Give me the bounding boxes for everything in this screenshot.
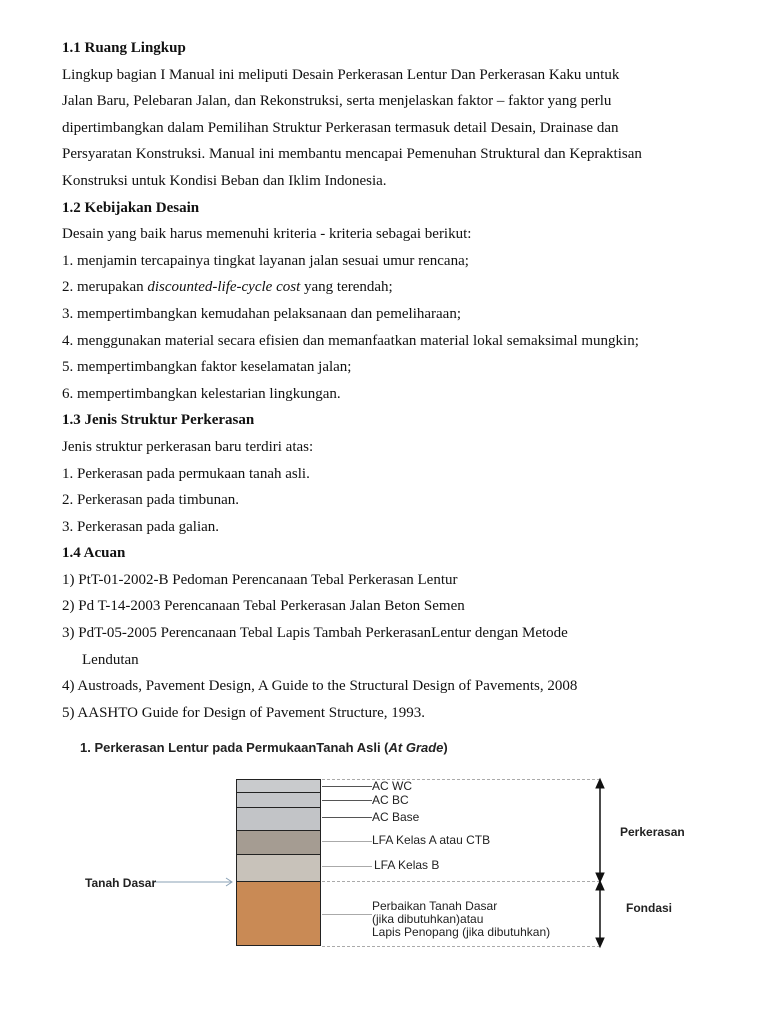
heading-kebijakan-desain: 1.2 Kebijakan Desain: [62, 199, 200, 216]
label-soil-1: Perbaikan Tanah Dasar: [372, 899, 498, 913]
paragraph-line: Persyaratan Konstruksi. Manual ini membantu mencapai Pemenuhan Struktural dan Kepraktisan: [62, 146, 642, 163]
list-item: 1. Perkerasan pada permukaan tanah asli.: [62, 465, 310, 482]
reference-item: 3) PdT-05-2005 Perencanaan Tebal Lapis Tambah PerkerasanLentur dengan Metode: [62, 625, 568, 642]
label-perkerasan: Perkerasan: [620, 825, 685, 839]
list-item: 1. menjamin tercapainya tingkat layanan jalan sesuai umur rencana;: [62, 252, 469, 269]
heading-acuan: 1.4 Acuan: [62, 545, 126, 562]
document-text: [62, 35, 742, 726]
label-lfa-b: LFA Kelas B: [374, 858, 440, 872]
dimension-arrow-fondasi: [596, 881, 604, 947]
label-soil-3: Lapis Penopang (jika dibutuhkan): [372, 925, 551, 939]
list-item: 2. Perkerasan pada timbunan.: [62, 492, 240, 509]
text: 2. merupakan: [62, 279, 148, 296]
pavement-diagram: [0, 730, 768, 960]
reference-item: 2) Pd T-14-2003 Perencanaan Tebal Perkerasan Jalan Beton Semen: [62, 598, 465, 615]
paragraph-line: Lingkup bagian I Manual ini meliputi Desain Perkerasan Lentur Dan Perkerasan Kaku untuk: [62, 66, 620, 83]
text: 1. Perkerasan Lentur pada PermukaanTanah Asli (: [80, 740, 389, 755]
dimension-arrow-perkerasan: [596, 779, 604, 882]
reference-item: 4) Austroads, Pavement Design, A Guide to the Structural Design of Pavements, 2008: [62, 678, 578, 695]
heading-jenis-struktur: 1.3 Jenis Struktur Perkerasan: [62, 412, 255, 429]
paragraph-line: dipertimbangkan dalam Pemilihan Struktur Perkerasan termasuk detail Desain, Drainase dan: [62, 119, 619, 136]
emphasis: At Grade: [388, 740, 444, 755]
label-tanah-dasar: Tanah Dasar: [85, 876, 157, 890]
label-lfa-a: LFA Kelas A atau CTB: [372, 833, 491, 847]
list-item: 3. Perkerasan pada galian.: [62, 518, 220, 535]
paragraph-line: Desain yang baik harus memenuhi kriteria - kriteria sebagai berikut:: [62, 226, 472, 243]
text: yang terendah;: [300, 279, 393, 296]
list-item: [62, 274, 742, 301]
list-item: 4. menggunakan material secara efisien dan memanfaatkan material lokal semaksimal mungkin;: [62, 332, 639, 349]
label-fondasi: Fondasi: [626, 901, 673, 915]
list-item: 3. mempertimbangkan kemudahan pelaksanaan dan pemeliharaan;: [62, 305, 462, 322]
label-ac-bc: AC BC: [372, 793, 409, 807]
label-soil-2: (jika dibutuhkan)atau: [372, 912, 484, 926]
arrows: [0, 730, 768, 960]
paragraph-line: Jenis struktur perkerasan baru terdiri atas:: [62, 438, 314, 455]
list-item: 6. mempertimbangkan kelestarian lingkungan.: [62, 385, 341, 402]
reference-item-continued: Lendutan: [82, 651, 139, 668]
reference-item: 1) PtT-01-2002-B Pedoman Perencanaan Tebal Perkerasan Lentur: [62, 571, 458, 588]
text: ): [443, 740, 448, 755]
tanah-dasar-arrow: [152, 878, 232, 886]
paragraph-line: Jalan Baru, Pelebaran Jalan, dan Rekonstruksi, serta menjelaskan faktor – faktor yang perlu: [62, 93, 612, 110]
label-ac-wc: AC WC: [372, 779, 412, 793]
label-ac-base: AC Base: [372, 810, 420, 824]
heading-ruang-lingkup: 1.1 Ruang Lingkup: [62, 40, 186, 56]
paragraph-line: Konstruksi untuk Kondisi Beban dan Iklim Indonesia.: [62, 172, 387, 189]
reference-item: 5) AASHTO Guide for Design of Pavement Structure, 1993.: [62, 704, 426, 721]
list-item: 5. mempertimbangkan faktor keselamatan jalan;: [62, 359, 352, 376]
emphasis: discounted-life-cycle cost: [147, 279, 301, 296]
